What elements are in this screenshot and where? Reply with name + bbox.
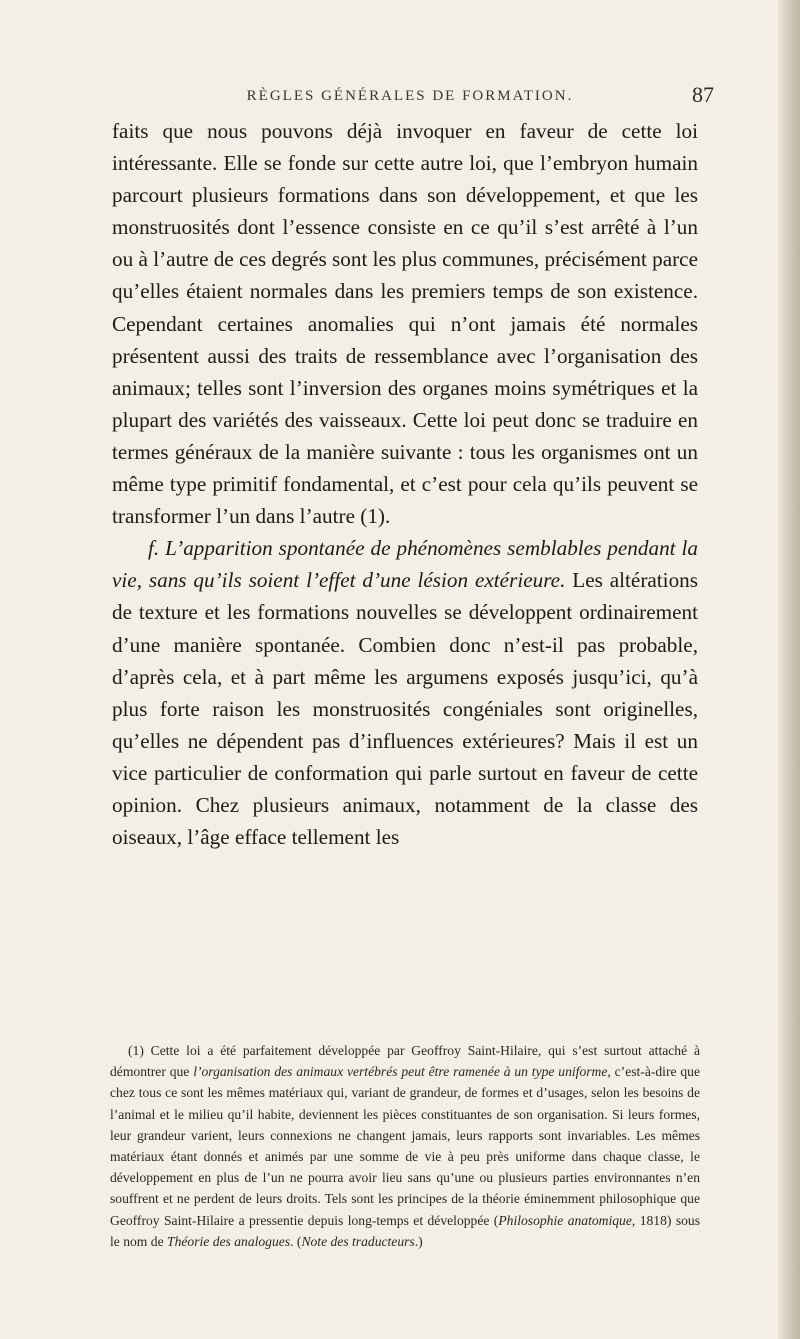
footnote [110, 1040, 700, 1252]
footnote-italic-4: Note des traducteurs [301, 1233, 415, 1249]
footnote-text-4: . ( [290, 1233, 302, 1249]
page-number: 87 [692, 82, 714, 107]
footnote-italic-2: Philosophie anatomique [498, 1212, 632, 1228]
running-title: RÈGLES GÉNÉRALES DE FORMATION. [246, 88, 574, 104]
footnote-text-2: , c’est-à-dire que chez tous ce sont les mêmes matériaux qui, variant de grandeur, de formes et d’usages, selon les besoins de l’animal et le milieu qu’il habite, deviennent les pièces constituantes de son organisation. Si leurs formes, leur grandeur varient, leurs connexions ne changent jamais, leurs rapports sont invariables. Les mêmes matériaux étant donnés et animés par une somme de vie à peu près uniforme dans chaque classe, le développement en plus de l’un ne pourra avoir lieu sans qu’une ou plusieurs parties environnantes n’en souffrent et ne perdent de leurs droits. Tels sont les principes de la théorie éminemment philosophique que Geoffroy Saint-Hilaire a pressentie depuis long-temps et développée ( [110, 1064, 700, 1228]
page-edge [778, 0, 800, 1339]
paragraph-1: faits que nous pouvons déjà invoquer en faveur de cette loi intéressante. Elle se fonde sur cette autre loi, que l’embryon humain parcourt plusieurs formations dans son développement, et que les monstruosités dont l’essence consiste en ce qu’il s’est arrêté à l’un ou à l’autre de ces degrés sont les plus communes, précisément parce qu’elles étaient normales dans les premiers temps de son existence. Cependant certaines anomalies qui n’ont jamais été normales présentent aussi des traits de ressemblance avec l’organisation des animaux; telles sont l’inversion des organes moins symétriques et la plupart des variétés des vaisseaux. Cette loi peut donc se traduire en termes généraux de la manière suivante : tous les organismes ont un même type primitif fondamental, et c’est pour cela qu’ils peuvent se transformer l’un dans l’autre (1). [112, 119, 698, 529]
footnote-text-5: .) [414, 1233, 423, 1249]
footnote-text-1: (1) Cette loi a été parfaitement développée par Geoffroy Saint-Hilaire, qui s’est surtout attaché à démontrer que [110, 1043, 700, 1080]
paragraph-2 [112, 532, 698, 853]
footnote-italic-1: l’organisation des animaux vertébrés peut être ramenée à un type uniforme [193, 1064, 608, 1080]
footnote-text-3: , 1818) sous le nom de [110, 1212, 700, 1249]
section-heading-f: f. L’apparition spontanée de phénomènes semblables pendant la vie, sans qu’ils soient l’effet d’une lésion extérieure. [112, 536, 698, 593]
main-text [112, 115, 698, 853]
running-header [150, 88, 670, 105]
paragraph-2-text: Les altérations de texture et les formations nouvelles se développent ordinairement d’une manière spontanée. Combien donc n’est-il pas probable, d’après cela, et à part même les argumens exposés jusqu’ici, qu’à plus forte raison les monstruosités congéniales sont originelles, qu’elles ne dépendent pas d’influences extérieures? Mais il est un vice particulier de conformation qui parle surtout en faveur de cette opinion. Chez plusieurs animaux, notamment de la classe des oiseaux, l’âge efface tellement les [112, 568, 698, 850]
footnote-1 [110, 1040, 700, 1252]
footnote-italic-3: Théorie des analogues [167, 1233, 291, 1249]
